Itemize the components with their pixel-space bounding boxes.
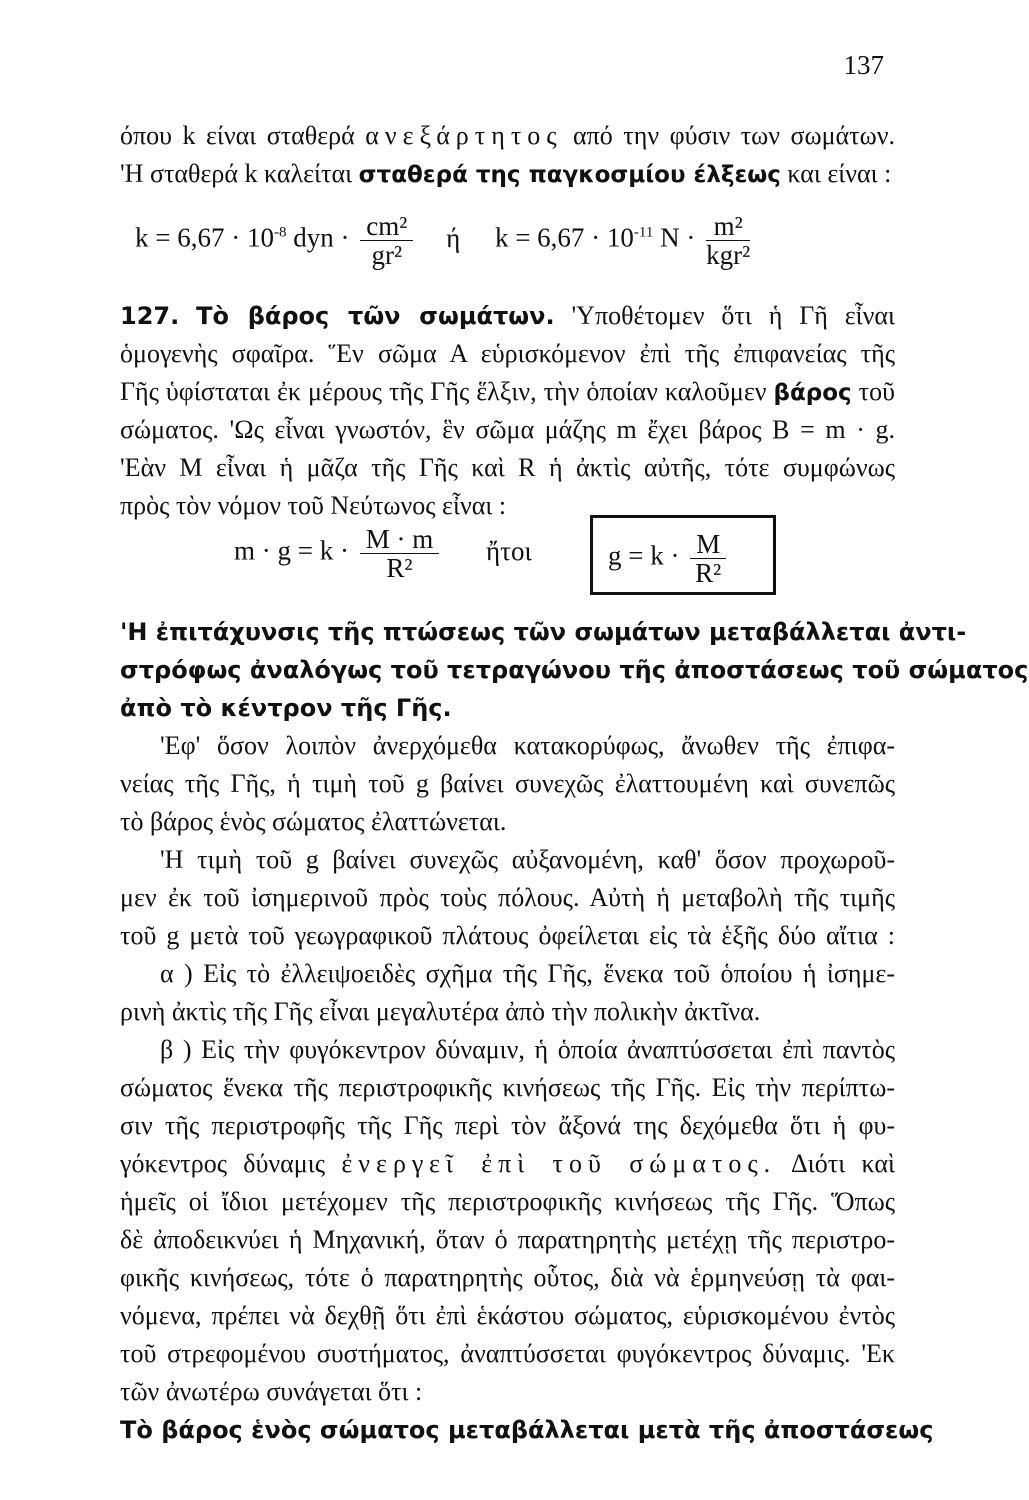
- section-line-1: 'Υποθέτομεν ὅτι ἡ Γῆ εἶναι: [571, 301, 896, 330]
- item-b-line-8: νόμενα, πρέπει νὰ δεχθῇ ὅτι ἐπὶ ἑκάστου σώματος, εὑρισκομένου ἐντὸς: [120, 1301, 895, 1330]
- eq1-unit-2: N ·: [660, 222, 696, 253]
- para3-line-3: τοῦ g μετὰ τοῦ γεωγραφικοῦ πλάτους ὀφείλεται εἰς τὰ ἑξῆς δύο αἴτια :: [120, 921, 895, 950]
- eq2-lhs: m · g = k ·: [234, 535, 349, 566]
- intro-line-2-end: και είναι :: [780, 159, 892, 188]
- intro-line-1-start: όπου k είναι σταθερά: [120, 121, 366, 150]
- eq1-lhs: k = 6,67 · 10: [135, 222, 274, 253]
- item-b-line-7: φικῆς κινήσεως, τότε ὁ παρατηρητὴς οὗτος, διὰ νὰ ἑρμηνεύσῃ τὰ φαι-: [120, 1263, 895, 1292]
- para3-line-1: 'Η τιμὴ τοῦ g βαίνει συνεχῶς αὐξανομένη, καθ' ὅσον προχωροῦ-: [160, 845, 895, 874]
- intro-line-1: [120, 118, 895, 154]
- item-b-line-4-end: Διότι καὶ: [776, 1149, 895, 1178]
- box-denominator: R²: [695, 558, 722, 588]
- section-heading-line: [120, 298, 895, 334]
- eq1-or: ή: [446, 222, 461, 253]
- section-title: Τὸ βάρος τῶν σωμάτων.: [196, 302, 555, 330]
- section-line-4: σώματος. 'Ως εἶναι γνωστόν, ἓν σῶμα μάζης m ἔχει βάρος Β = m · g.: [120, 415, 895, 444]
- eq1-numerator-1: cm²: [360, 212, 413, 241]
- eq1-denominator-1: gr²: [371, 240, 403, 270]
- para2-line-2: νείας τῆς Γῆς, ἡ τιμὴ τοῦ g βαίνει συνεχῶς ἐλαττουμένη καὶ συνεπῶς: [120, 769, 895, 798]
- intro-line-1-end: από την φύσιν των σωμάτων.: [562, 121, 895, 150]
- eq1-unit-1: dyn ·: [293, 222, 350, 253]
- para2-line-3: τὸ βάρος ἑνὸς σώματος ἐλαττώνεται.: [120, 807, 507, 836]
- box-numerator: M: [690, 530, 726, 559]
- boxed-formula-content: [608, 530, 778, 587]
- eq1-rhs: k = 6,67 · 10: [494, 222, 634, 253]
- eq2-fraction: [360, 525, 440, 582]
- eq1-numerator-2: m²: [706, 212, 750, 241]
- eq1-exponent-2: -11: [633, 224, 654, 241]
- bold-para-line-3: ἀπὸ τὸ κέντρον τῆς Γῆς.: [120, 694, 452, 722]
- section-line-3-bold: βάρος: [773, 380, 852, 406]
- para3-line-2: μεν ἐκ τοῦ ἰσημερινοῦ πρὸς τοὺς πόλους. Αὐτὴ ἡ μεταβολὴ τῆς τιμῆς: [120, 883, 895, 912]
- section-line-5: 'Εὰν Μ εἶναι ἡ μᾶζα τῆς Γῆς καὶ R ἡ ἀκτὶς αὐτῆς, τότε συμφώνως: [120, 453, 895, 482]
- box-lhs: g = k ·: [608, 540, 680, 571]
- section-number: 127.: [120, 302, 180, 330]
- item-a-line-1: α ) Εἰς τὸ ἐλλειψοειδὲς σχῆμα τῆς Γῆς, ἕνεκα τοῦ ὁποίου ἡ ἰσημε-: [160, 959, 895, 988]
- eq2-denominator: R²: [386, 553, 413, 583]
- eq1-denominator-2: kgr²: [706, 240, 751, 270]
- bold-para-line-2: στρόφως ἀναλόγως τοῦ τετραγώνου τῆς ἀποστάσεως τοῦ σώματος: [120, 656, 1029, 684]
- section-line-6: πρὸς τὸν νόμον τοῦ Νεύτωνος εἶναι :: [120, 491, 507, 520]
- section-line-3-end: τοῦ: [858, 377, 895, 406]
- item-b-line-2: σώματος ἕνεκα τῆς περιστροφικῆς κινήσεως τῆς Γῆς. Εἰς τὴν περίπτω-: [120, 1073, 895, 1102]
- item-b-line-3: σιν τῆς περιστροφῆς τῆς Γῆς περὶ τὸν ἄξονά της δεχόμεθα ὅτι ἡ φυ-: [120, 1111, 895, 1140]
- section-line-3-start: Γῆς ὑφίσταται ἐκ μέρους τῆς Γῆς ἕλξιν, τὴν ὁποίαν καλοῦμεν: [120, 377, 767, 406]
- intro-line-1-spaced: ανεξάρτητος: [365, 121, 563, 150]
- section-line-3: [120, 374, 895, 411]
- page-number: 137: [843, 50, 884, 80]
- intro-line-2-bold: σταθερά της παγκοσμίου έλξεως: [358, 162, 781, 188]
- item-a-line-2: ρινὴ ἀκτὶς τῆς Γῆς εἶναι μεγαλυτέρα ἀπὸ τὴν πολικὴν ἀκτῖνα.: [120, 997, 761, 1026]
- eq1-exponent-1: -8: [273, 224, 287, 241]
- item-b-line-10: τῶν ἀνωτέρω συνάγεται ὅτι :: [120, 1377, 423, 1406]
- weight-equation: [234, 525, 574, 582]
- bold-para-line-1: 'Η ἐπιτάχυνσις τῆς πτώσεως τῶν σωμάτων μεταβάλλεται ἀντι-: [120, 618, 967, 646]
- eq1-fraction-2: [706, 212, 750, 269]
- gravitational-constant-equation: [135, 212, 910, 269]
- final-bold-line: Τὸ βάρος ἑνὸς σώματος μεταβάλλεται μετὰ τῆς ἀποστάσεως: [120, 1416, 934, 1444]
- item-b-line-5: ἡμεῖς οἱ ἴδιοι μετέχομεν τῆς περιστροφικῆς κινήσεως τῆς Γῆς. Ὅπως: [120, 1187, 895, 1216]
- item-b-line-9: τοῦ στρεφομένου συστήματος, ἀναπτύσσεται φυγόκεντρος δύναμις. 'Εκ: [120, 1339, 895, 1368]
- item-b-line-4-start: γόκεντρος δύναμις: [120, 1149, 342, 1178]
- section-line-2: ὁμογενὴς σφαῖρα. Ἕν σῶμα Α εὑρισκόμενον ἐπὶ τῆς ἐπιφανείας τῆς: [120, 339, 895, 368]
- para2-line-1: 'Εφ' ὅσον λοιπὸν ἀνερχόμεθα κατακορύφως, ἄνωθεν τῆς ἐπιφα-: [160, 731, 895, 760]
- intro-line-2: [120, 156, 895, 193]
- eq2-numerator: M · m: [360, 525, 440, 554]
- item-b-line-6: δὲ ἀποδεικνύει ἡ Μηχανική, ὅταν ὁ παρατηρητὴς μετέχῃ τῆς περιστρο-: [120, 1225, 895, 1254]
- item-b-line-4: [120, 1146, 895, 1182]
- eq1-fraction-1: [360, 212, 413, 269]
- intro-line-2-start: 'Η σταθερά k καλείται: [120, 159, 359, 188]
- eq2-hetoi: ἤτοι: [485, 535, 532, 566]
- item-b-line-1: β ) Εἰς τὴν φυγόκεντρον δύναμιν, ἡ ὁποία ἀναπτύσσεται ἐπὶ παντὸς: [160, 1035, 895, 1064]
- item-b-line-4-spaced: ἐνεργεῖ ἐπὶ τοῦ σώματος.: [341, 1149, 777, 1178]
- box-fraction: [690, 530, 726, 587]
